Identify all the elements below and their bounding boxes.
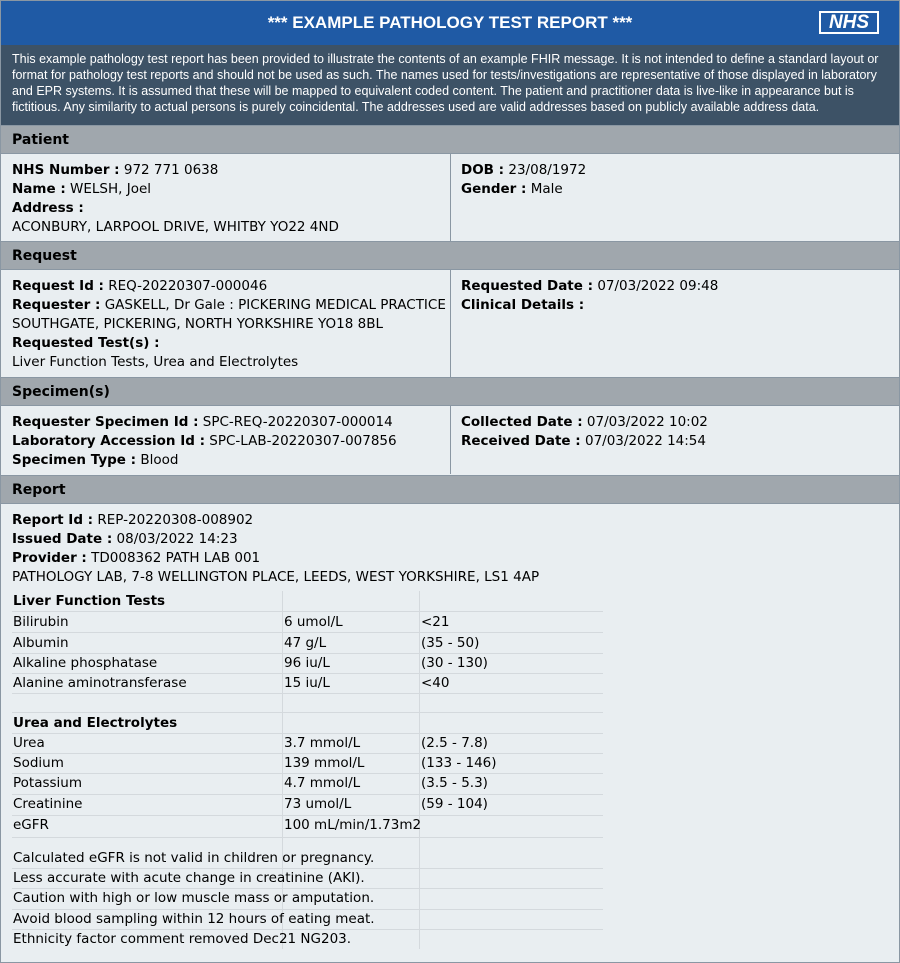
dob-label: DOB : <box>461 162 505 178</box>
test-value: 47 g/L <box>284 635 327 651</box>
request-left <box>12 277 446 372</box>
lab-accession-id-label: Laboratory Accession Id : <box>12 433 205 449</box>
name-label: Name : <box>12 181 66 197</box>
requester-specimen-id: SPC-REQ-20220307-000014 <box>202 414 393 430</box>
note: Ethnicity factor comment removed Dec21 NG203. <box>13 931 352 947</box>
test-name: Alanine aminotransferase <box>13 675 187 691</box>
requested-date: 07/03/2022 09:48 <box>597 278 719 294</box>
received-date-label: Received Date : <box>461 433 581 449</box>
patient-address: ACONBURY, LARPOOL DRIVE, WHITBY YO22 4ND <box>12 219 339 235</box>
requester: GASKELL, Dr Gale : PICKERING MEDICAL PRACTICE <box>104 297 446 313</box>
test-range: (35 - 50) <box>421 635 480 651</box>
test-value: 3.7 mmol/L <box>284 735 361 751</box>
test-name: Bilirubin <box>13 614 69 630</box>
test-name: Sodium <box>13 755 64 771</box>
patient-left <box>12 161 339 237</box>
test-range: (2.5 - 7.8) <box>421 735 488 751</box>
nhs-number-label: NHS Number : <box>12 162 120 178</box>
patient-right <box>461 161 586 199</box>
test-value: 15 iu/L <box>284 675 330 691</box>
requested-date-label: Requested Date : <box>461 278 594 294</box>
requested-tests-label: Requested Test(s) : <box>12 335 160 351</box>
note: Calculated eGFR is not valid in children or pregnancy. <box>13 850 375 866</box>
gender: Male <box>530 181 563 197</box>
requester-address: SOUTHGATE, PICKERING, NORTH YORKSHIRE YO18 8BL <box>12 316 383 332</box>
patient-name: WELSH, Joel <box>70 181 152 197</box>
test-range: (59 - 104) <box>421 796 488 812</box>
collected-date: 07/03/2022 10:02 <box>586 414 708 430</box>
request-right <box>461 277 718 315</box>
nhs-logo <box>819 11 879 34</box>
request-id-label: Request Id : <box>12 278 104 294</box>
report-id-label: Report Id : <box>12 512 94 528</box>
test-range: (3.5 - 5.3) <box>421 775 488 791</box>
specimen-right <box>461 413 708 451</box>
issued-date-label: Issued Date : <box>12 531 113 547</box>
issued-date: 08/03/2022 14:23 <box>116 531 238 547</box>
section-specimen: Specimen(s) <box>1 377 899 406</box>
requested-tests: Liver Function Tests, Urea and Electrolytes <box>12 354 299 370</box>
section-request: Request <box>1 241 899 270</box>
section-report: Report <box>1 475 899 504</box>
test-name: Albumin <box>13 635 69 651</box>
request-id: REQ-20220307-000046 <box>108 278 268 294</box>
note: Caution with high or low muscle mass or amputation. <box>13 890 375 906</box>
specimen-type: Blood <box>140 452 179 468</box>
divider <box>450 406 451 474</box>
nhs-number: 972 771 0638 <box>123 162 219 178</box>
grid-line <box>419 591 420 949</box>
note: Avoid blood sampling within 12 hours of eating meat. <box>13 911 375 927</box>
test-name: Urea <box>13 735 45 751</box>
gender-label: Gender : <box>461 181 527 197</box>
test-range: (30 - 130) <box>421 655 488 671</box>
section-patient: Patient <box>1 125 899 154</box>
test-range: (133 - 146) <box>421 755 497 771</box>
specimen-left <box>12 413 397 470</box>
test-name: Alkaline phosphatase <box>13 655 158 671</box>
report-title: *** EXAMPLE PATHOLOGY TEST REPORT *** <box>267 13 633 32</box>
test-range: <21 <box>421 614 450 630</box>
lft-title: Liver Function Tests <box>13 593 166 609</box>
test-range: <40 <box>421 675 450 691</box>
grid-line <box>12 837 603 838</box>
grid-line <box>12 693 603 694</box>
requester-label: Requester : <box>12 297 101 313</box>
divider <box>450 270 451 377</box>
test-name: Potassium <box>13 775 83 791</box>
dob: 23/08/1972 <box>508 162 587 178</box>
report-id: REP-20220308-008902 <box>97 512 254 528</box>
report-header <box>1 1 899 45</box>
test-value: 4.7 mmol/L <box>284 775 361 791</box>
test-value: 6 umol/L <box>284 614 343 630</box>
divider <box>450 154 451 241</box>
specimen-type-label: Specimen Type : <box>12 452 137 468</box>
test-name: Creatinine <box>13 796 83 812</box>
report-details <box>12 511 539 587</box>
lab-accession-id: SPC-LAB-20220307-007856 <box>209 433 397 449</box>
note: Less accurate with acute change in creatinine (AKI). <box>13 870 365 886</box>
nhs-logo-text: NHS <box>821 13 877 32</box>
test-value: 139 mmol/L <box>284 755 365 771</box>
collected-date-label: Collected Date : <box>461 414 583 430</box>
requester-specimen-id-label: Requester Specimen Id : <box>12 414 199 430</box>
test-value: 100 mL/min/1.73m2 <box>284 817 422 833</box>
address-label: Address : <box>12 200 84 216</box>
ue-title: Urea and Electrolytes <box>13 715 178 731</box>
received-date: 07/03/2022 14:54 <box>584 433 706 449</box>
provider-address: PATHOLOGY LAB, 7-8 WELLINGTON PLACE, LEEDS, WEST YORKSHIRE, LS1 4AP <box>12 569 540 585</box>
provider: TD008362 PATH LAB 001 <box>91 550 261 566</box>
clinical-details-label: Clinical Details : <box>461 297 585 313</box>
test-value: 73 umol/L <box>284 796 352 812</box>
test-value: 96 iu/L <box>284 655 330 671</box>
provider-label: Provider : <box>12 550 87 566</box>
disclaimer: This example pathology test report has been provided to illustrate the contents of an example FHIR message. It is not intended to define a standard layout or format for pathology test reports and should not be used as such. The names used for tests/investigations are representative of those displayed in laboratory and EPR systems. It is assumed that these will be mapped to equivalent coded content. The patient and practitioner data is live-like in appearance but is fictitious. Any similarity to actual persons is purely coincidental. The addresses used are valid addresses based on publicly available address data. <box>1 45 899 125</box>
test-name: eGFR <box>13 817 49 833</box>
